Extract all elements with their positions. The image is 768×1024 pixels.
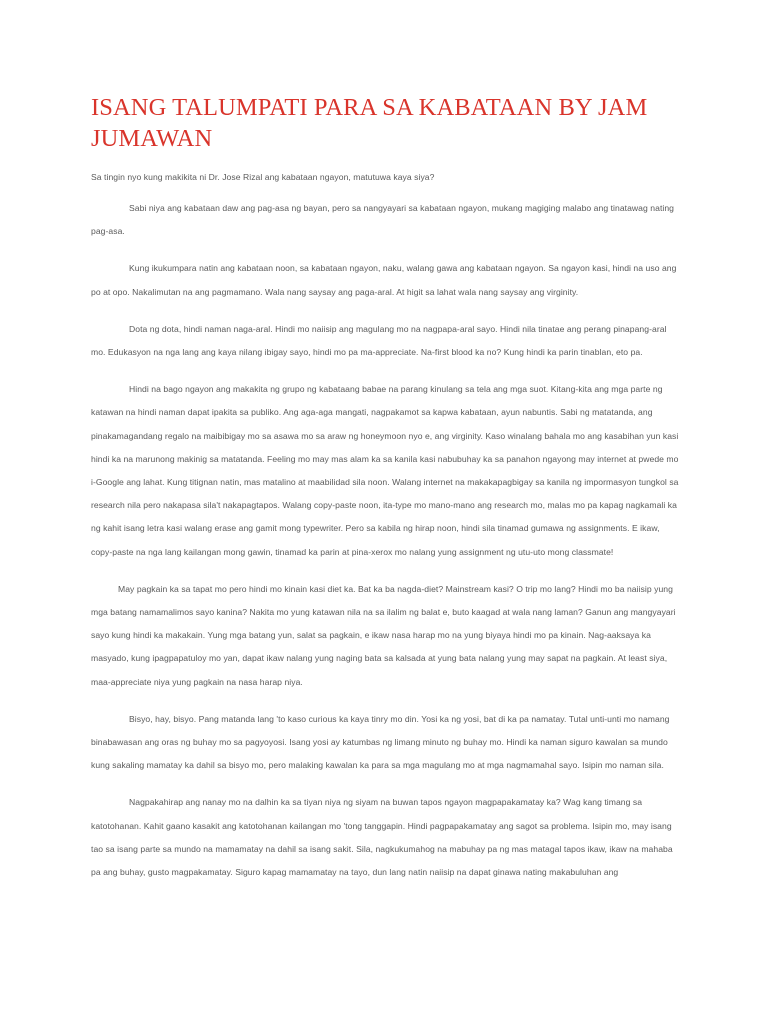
- body-paragraph-5: May pagkain ka sa tapat mo pero hindi mo kinain kasi diet ka. Bat ka ba nagda-diet? Mainstream kasi? O trip mo lang? Hindi mo ba naiisip yung mga batang namamalimos sayo kanina? Nakita mo yung katawan nila na sa ilalim ng balat e, buto kaagad at wala nang laman? Ganun ang mangyayari sayo kung hindi ka makakain. Yung mga batang yun, salat sa pagkain, e ikaw nasa harap mo na yung biyaya hindi mo pa kinain. Nag-aaksaya ka masyado, kung ipagpapatuloy mo yan, dapat ikaw nalang yung naging bata sa kalsada at yung bata nalang yung may sapat na pagkain. At least siya, maa-appreciate niya yung pagkain na nasa harap niya.: [91, 583, 676, 687]
- body-paragraph-2: Kung ikukumpara natin ang kabataan noon, sa kabataan ngayon, naku, walang gawa ang kabataan ngayon. Sa ngayon kasi, hindi na uso ang po at opo. Nakalimutan na ang pagmamano. Wala nang saysay ang paga-aral. At higit sa lahat wala nang saysay ang virginity.: [91, 263, 677, 297]
- document-title: ISANG TALUMPATI PARA SA KABATAAN BY JAM JUMAWAN: [91, 94, 648, 152]
- body-paragraph-1: Sabi niya ang kabataan daw ang pag-asa ng bayan, pero sa nangyayari sa kabataan ngayon, mukang magiging malabo ang tinatawag nating pag-asa.: [91, 203, 674, 237]
- intro-paragraph: Sa tingin nyo kung makikita ni Dr. Jose Rizal ang kabataan ngayon, matutuwa kaya siya?: [91, 172, 435, 182]
- body-paragraph-7: Nagpakahirap ang nanay mo na dalhin ka sa tiyan niya ng siyam na buwan tapos ngayon magpapakamatay ka? Wag kang timang sa katotohanan. Kahit gaano kasakit ang katotohanan kailangan mo 'tong tanggapin. Hindi pagpapakamatay ang sagot sa problema. Isipin mo, may isang tao sa isang parte sa mundo na mamamatay na dahil sa isang sakit. Sila, nagkukumahog na mabuhay pa ng mas matagal tapos ikaw, ikaw na mahaba pa ang buhay, gusto magpakamatay. Siguro kapag mamamatay na tayo, dun lang natin naiisip na dapat ginawa nating makabuluhan ang: [91, 797, 673, 878]
- body-paragraph-3: Dota ng dota, hindi naman naga-aral. Hindi mo naiisip ang magulang mo na nagpapa-aral sayo. Hindi nila tinatae ang perang pinapang-aral mo. Edukasyon na nga lang ang kaya nilang ibigay sayo, hindi mo pa ma-appreciate. Na-first blood ka no? Kung hindi ka parin tinablan, eto pa.: [91, 323, 667, 358]
- body-paragraph-6: Bisyo, hay, bisyo. Pang matanda lang 'to kaso curious ka kaya tinry mo din. Yosi ka ng yosi, bat di ka pa namatay. Tutal unti-unti mo namang binabawasan ang oras ng buhay mo sa pagyoyosi. Isang yosi ay katumbas ng limang minuto ng buhay mo. Hindi ka naman siguro kawalan sa mundo kung sakaling mamatay ka dahil sa bisyo mo, pero malaking kawalan ka para sa mga magulang mo at mga nagmamahal sayo. Isipin mo naman sila.: [91, 713, 670, 771]
- document-page: [91, 92, 683, 898]
- body-paragraph-4: Hindi na bago ngayon ang makakita ng grupo ng kabataang babae na parang kinulang sa tela ang mga suot. Kitang-kita ang mga parte ng katawan na hindi naman dapat ipakita sa publiko. Ang aga-aga mangati, nagpakamot sa kapwa kabataan, ayun nabuntis. Sabi ng matatanda, ang pinakamagandang regalo na maibibigay mo sa asawa mo sa araw ng honeymoon nyo e, ang virginity. Kaso winalang bahala mo ang kasabihan yun kasi hindi ka na marunong makinig sa matatanda. Feeling mo may mas alam ka sa kanila kasi nabubuhay ka sa panahon ngayong may internet at pwede mo i-Google ang lahat. Kung titignan natin, mas matalino at maabilidad sila noon. Walang internet na makakapagbigay sa kanila ng impormasyon tungkol sa research nila pero nakapasa sila't nakapagtapos. Walang copy-paste noon, ita-type mo mano-mano ang research mo, malas mo pa kapag nagkamali ka ng kahit isang letra kasi walang erase ang gamit mong typewriter. Pero sa kabila ng hirap noon, hindi sila tinamad gumawa ng assignments. E ikaw, copy-paste na nga lang kailangan mong gawin, tinamad ka parin at pina-xerox mo nalang yung assignment ng utu-uto mong classmate!: [91, 384, 679, 557]
